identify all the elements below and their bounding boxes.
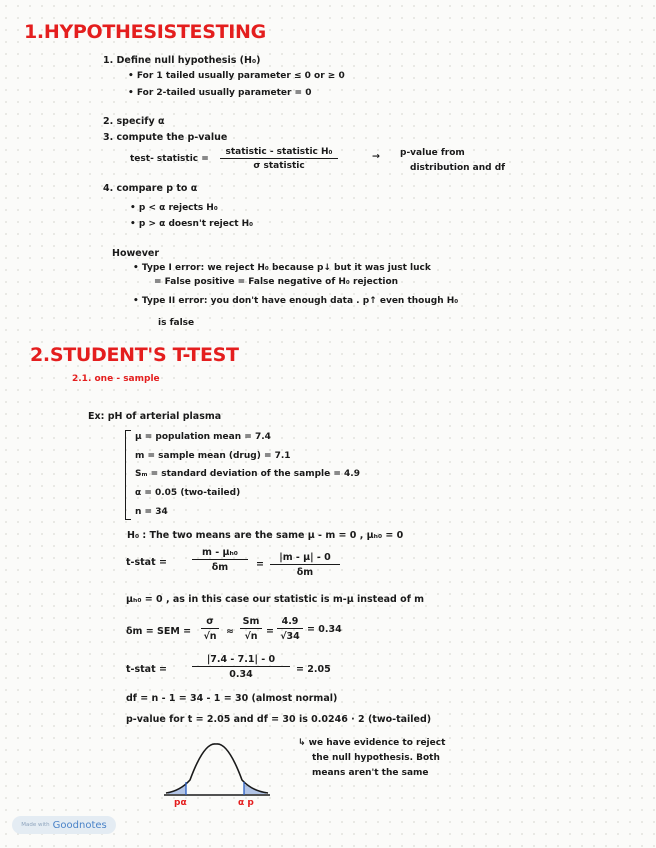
tstat-fraction-2-denominator: δm [296,567,314,578]
tstat-fraction-1 [192,547,248,573]
badge-brand: Goodnotes [52,819,107,831]
conclusion-line-2: the null hypothesis. Both [312,753,440,763]
pvalue-line: p-value for t = 2.05 and df = 30 is 0.0246 · 2 (two-tailed) [126,714,432,725]
sem-fraction-1 [201,616,219,642]
list-item-population-mean: μ = population mean = 7.4 [135,432,271,442]
sem-approx: ≈ [226,626,234,637]
sem-fraction-3-numerator: 4.9 [277,616,303,629]
test-statistic-numerator: statistic - statistic H₀ [220,147,338,159]
tstat-2-denominator: 0.34 [229,669,253,680]
goodnotes-badge[interactable] [12,816,116,834]
null-hypothesis-line: H₀ : The two means are the same μ - m = 0 , μₕ₀ = 0 [127,530,404,541]
step-1-bullet-b: • For 2-tailed usually parameter = 0 [128,88,312,98]
tstat-fraction-2-numerator: |m - μ| - 0 [270,552,340,565]
test-statistic-denominator: σ statistic [253,161,305,171]
example-label: Ex: pH of arterial plasma [88,411,222,422]
mu-h0-note: μₕ₀ = 0 , as in this case our statistic is m-μ instead of m [126,594,425,605]
section-1-title: 1.HYPOTHESISTESTING [24,21,266,43]
type-1-line-a: • Type I error: we reject H₀ because p↓ but it was just luck [133,263,431,273]
curve-right-label: α p [238,798,254,808]
type-2-line-a: • Type II error: you don't have enough data . p↑ even though H₀ [133,296,459,306]
badge-prefix: Made with [21,822,50,828]
step-4: 4. compare p to α [103,183,198,194]
pvalue-note-2: distribution and df [410,163,506,173]
type-1-line-b: = False positive = False negative of H₀ rejection [154,277,399,287]
curve-left-label: pα [174,798,187,808]
section-2-title: 2.STUDENT'S T-TEST [30,344,239,366]
tstat-2-numerator: |7.4 - 7.1| - 0 [192,654,290,667]
tstat-2-fraction [192,654,290,680]
sem-fraction-3-denominator: √34 [280,631,300,642]
tstat-label: t-stat = [126,557,167,568]
tstat-fraction-1-denominator: δm [211,562,229,573]
conclusion-line-3: means aren't the same [312,768,429,778]
sem-fraction-2-denominator: √n [244,631,258,642]
pvalue-note-1: p-value from [400,148,465,158]
list-bracket [125,430,131,520]
sem-fraction-2-numerator: Sm [240,616,262,629]
step-1-bullet-a: • For 1 tailed usually parameter ≤ 0 or ≥ 0 [128,71,345,81]
sem-label: δm = SEM = [126,626,192,637]
list-item-n: n = 34 [135,507,168,517]
conclusion-line-1: ↳ we have evidence to reject [298,738,446,748]
arrow: → [372,151,380,162]
sem-fraction-1-denominator: √n [203,631,217,642]
section-2-subtitle: 2.1. one - sample [72,374,160,384]
tstat-2-label: t-stat = [126,664,167,675]
sem-fraction-1-numerator: σ [201,616,219,629]
sem-equals: = [266,626,274,637]
sem-result: = 0.34 [307,624,342,635]
tstat-equals: = [256,559,264,570]
test-statistic-label: test- statistic = [130,154,209,164]
list-item-alpha: α = 0.05 (two-tailed) [135,488,241,498]
step-4-bullet-b: • p > α doesn't reject H₀ [130,219,254,229]
list-item-std-dev: Sₘ = standard deviation of the sample = 4.9 [135,469,360,479]
test-statistic-fraction [220,147,338,171]
df-line: df = n - 1 = 34 - 1 = 30 (almost normal) [126,693,338,704]
however: However [112,248,160,259]
bell-curve-sketch [160,740,275,802]
tstat-2-result: = 2.05 [296,664,331,675]
sem-fraction-3 [277,616,303,642]
step-3: 3. compute the p-value [103,132,228,143]
sem-fraction-2 [240,616,262,642]
step-4-bullet-a: • p < α rejects H₀ [130,203,218,213]
type-2-line-b: is false [158,318,195,328]
list-item-sample-mean: m = sample mean (drug) = 7.1 [135,451,291,461]
bell-curve-line [166,744,268,793]
step-2: 2. specify α [103,116,165,127]
tstat-fraction-1-numerator: m - μₕ₀ [192,547,248,560]
step-1: 1. Define null hypothesis (H₀) [103,55,261,66]
tstat-fraction-2 [270,552,340,578]
